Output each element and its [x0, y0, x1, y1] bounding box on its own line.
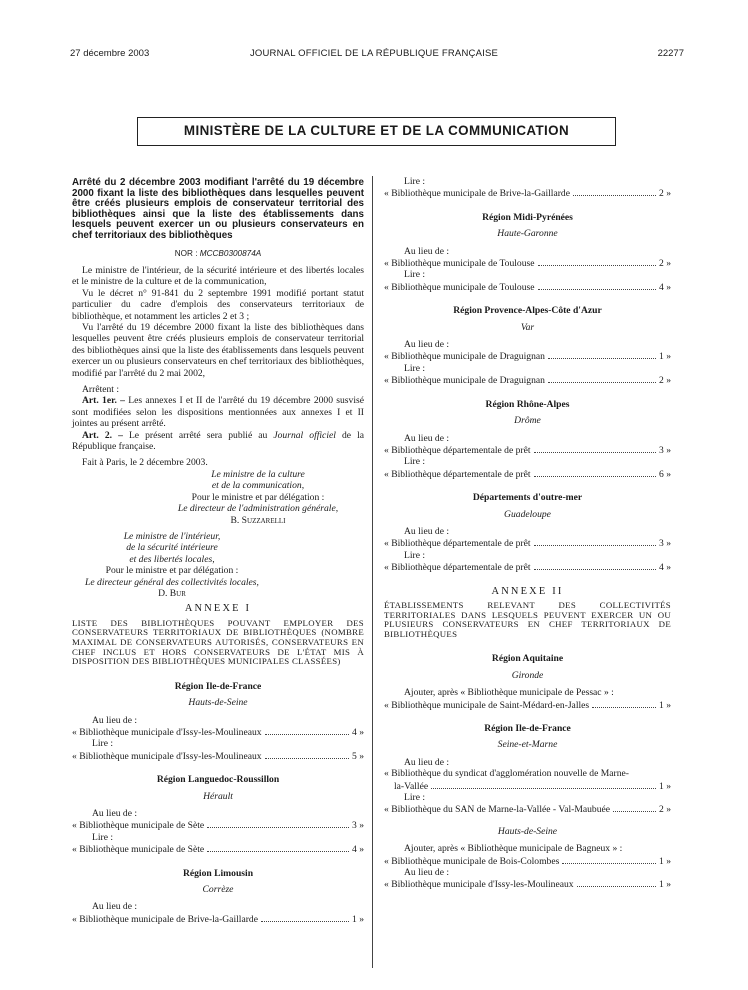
entry-count: 1 » [659, 855, 671, 867]
nor-code: MCCB0300874A [199, 248, 262, 258]
signature-line: Le directeur de l'administration générale, [177, 503, 339, 515]
signature-line: et de la communication, [211, 480, 305, 492]
entry-count: 2 » [659, 375, 671, 387]
department-heading: Seine-et-Marne [497, 739, 558, 751]
department-heading: Corrèze [202, 884, 234, 895]
signature-culture [72, 469, 364, 526]
article-1 [72, 395, 364, 429]
region-heading: Région Ile-de-France [484, 722, 571, 734]
lire-label: Lire : [404, 176, 426, 187]
entry-count: 4 » [659, 562, 671, 574]
library-entry [72, 843, 364, 855]
ajouter-label: Ajouter, après « Bibliothèque municipale de Bagneux » : [404, 843, 623, 855]
au-lieu-label: Au lieu de : [404, 432, 450, 444]
article-2 [72, 430, 364, 453]
entry-count: 1 » [659, 351, 671, 363]
au-lieu-label: Au lieu de : [404, 867, 450, 879]
lire-label: Lire : [404, 456, 426, 468]
au-lieu-label: Au lieu de : [404, 245, 450, 257]
library-entry [72, 750, 364, 762]
signature-line: et des libertés locales, [129, 553, 215, 565]
region-heading: Région Provence-Alpes-Côte d'Azur [453, 305, 602, 317]
column-divider [372, 176, 373, 968]
arretent: Arrêtent : [82, 384, 120, 396]
entry-count: 4 » [352, 844, 364, 856]
department-heading: Haute-Garonne [497, 228, 558, 240]
annex-2-subtitle: ÉTABLISSEMENTS RELEVANT DES COLLECTIVITÉS TERRITORIALES DANS LESQUELS PEUVENT EXERCER UN OU PLUSIEURS CONSERVATEURS EN CHEF TERRITORIAUX DE BIBLIOTHÈQUES [384, 599, 671, 639]
entry-text: « Bibliothèque municipale de Brive-la-Gaillarde [72, 913, 258, 925]
ajouter-label: Ajouter, après « Bibliothèque municipale de Pessac » : [404, 687, 614, 699]
entry-count: 1 » [659, 879, 671, 891]
decree-paragraph: Vu le décret n° 91-841 du 2 septembre 1991 modifié portant statut particulier du cadre d'emplois des conservateurs territoriaux de bibliothèque, et notamment les articles 2 et 3 ; [72, 287, 364, 322]
lire-label: Lire : [92, 738, 114, 750]
signature-line: Pour le ministre et par délégation : [105, 565, 239, 577]
region-heading: Région Ile-de-France [174, 680, 262, 692]
article-2-label: Art. 2. – [82, 429, 123, 441]
au-lieu-label: Au lieu de : [404, 525, 450, 537]
au-lieu-label: Au lieu de : [92, 901, 138, 913]
article-2-text-end: de la République française. [72, 429, 365, 453]
lire-label: Lire : [404, 269, 426, 281]
au-lieu-label: Au lieu de : [404, 339, 450, 351]
nor-label: NOR : [174, 248, 198, 258]
entry-text: « Bibliothèque départementale de prêt [384, 562, 531, 574]
entry-count: 2 » [659, 188, 671, 200]
ministry-banner: MINISTÈRE DE LA CULTURE ET DE LA COMMUNICATION [137, 117, 616, 146]
lire-label: Lire : [404, 792, 426, 803]
library-entry-line1: « Bibliothèque du syndicat d'agglomération nouvelle de Marne- [384, 768, 629, 780]
region-heading: Départements d'outre-mer [472, 492, 583, 504]
library-entry [384, 350, 671, 362]
department-heading: Guadeloupe [504, 508, 551, 520]
header-date: 27 décembre 2003 [70, 48, 150, 59]
entry-text: « Bibliothèque municipale de Toulouse [384, 281, 535, 293]
entry-text: « Bibliothèque municipale de Saint-Médard-en-Jalles [384, 699, 590, 711]
entry-count: 2 » [659, 258, 671, 270]
library-entry [72, 913, 364, 925]
nor-reference [72, 248, 364, 259]
entry-text: « Bibliothèque municipale de Sète [72, 844, 205, 856]
library-entry [384, 468, 671, 480]
library-entry [384, 878, 671, 890]
library-entry [384, 561, 671, 573]
region-heading: Région Languedoc-Roussillon [156, 774, 280, 786]
signature-line: Le ministre de la culture [211, 468, 305, 480]
decree-paragraph: Vu l'arrêté du 19 décembre 2000 fixant la liste des bibliothèques dans lesquelles peuvent être créés plusieurs emplois de conservateur territorial des bibliothèques ainsi que la liste des établissements dans lesquels peuvent exercer un ou plusieurs conservateurs en chef territoriaux des bibliothèques, modifié par l'arrêté du 2 mai 2002, [72, 322, 364, 379]
article-2-text: Le présent arrêté sera publié au [128, 429, 268, 441]
annex-1-subtitle: LISTE DES BIBLIOTHÈQUES POUVANT EMPLOYER DES CONSERVATEURS TERRITORIAUX DE BIBLIOTHÈQUES (NOMBRE MAXIMAL DE CONSERVATEURS AUTORISÉS, CONSERVATEURS EN CHEF INCLUS ET HORS CONSERVATEURS DE L'ÉTAT MIS À DISPOSITION DES BIBLIOTHÈQUES MUNICIPALES CLASSÉES) [72, 617, 364, 667]
header-page-number: 22277 [657, 48, 684, 59]
lire-label: Lire : [404, 549, 426, 561]
signature-line: Le ministre de l'intérieur, [123, 530, 221, 542]
entry-count: 3 » [659, 444, 671, 456]
header-journal: JOURNAL OFFICIEL DE LA RÉPUBLIQUE FRANÇAISE [249, 48, 499, 59]
entry-count: 3 » [659, 538, 671, 550]
signatory-name: D. Bur [158, 587, 186, 599]
library-entry [72, 819, 364, 831]
library-entry [384, 537, 671, 549]
annex-1-title: ANNEXE I [184, 603, 252, 615]
entry-text: « Bibliothèque municipale de Brive-la-Gaillarde [384, 188, 570, 200]
library-entry [384, 699, 671, 711]
library-entry [384, 281, 671, 293]
decree-paragraph: Le ministre de l'intérieur, de la sécurité intérieure et des libertés locales et le ministre de la culture et de la communication, [72, 264, 364, 288]
library-entry [72, 726, 364, 738]
entry-count: 3 » [352, 820, 364, 832]
entry-text: « Bibliothèque municipale d'Issy-les-Moulineaux [72, 750, 262, 762]
library-entry [384, 257, 671, 269]
entry-count: 5 » [352, 750, 364, 762]
library-entry [384, 374, 671, 386]
entry-count: 4 » [352, 726, 364, 738]
signature-line: Pour le ministre et par délégation : [191, 491, 325, 503]
article-1-text: Les annexes I et II de l'arrêté du 19 décembre 2000 susvisé sont modifiées selon les dispositions mentionnées aux annexes I et II jointes au présent arrêté. [72, 395, 364, 430]
entry-count: 4 » [659, 281, 671, 293]
entry-count: 1 » [659, 699, 671, 711]
fait-a-paris: Fait à Paris, le 2 décembre 2003. [82, 457, 208, 469]
entry-text: la-Vallée [394, 780, 429, 792]
department-heading: Hérault [203, 790, 233, 802]
library-entry [384, 444, 671, 456]
entry-text: « Bibliothèque du SAN de Marne-la-Vallée - Val-Maubuée [384, 804, 611, 816]
lire-label: Lire : [92, 831, 114, 843]
entry-text: « Bibliothèque municipale de Sète [72, 820, 205, 832]
entry-text: « Bibliothèque départementale de prêt [384, 538, 531, 550]
region-heading: Région Aquitaine [491, 653, 564, 665]
signature-interieur [72, 531, 272, 599]
entry-text: « Bibliothèque départementale de prêt [384, 444, 531, 456]
entry-text: « Bibliothèque municipale de Draguignan [384, 375, 545, 387]
department-heading: Var [520, 321, 535, 333]
department-heading: Hauts-de-Seine [497, 825, 558, 837]
left-column [72, 176, 364, 925]
au-lieu-label: Au lieu de : [92, 807, 138, 819]
library-entry [384, 855, 671, 867]
entry-text: « Bibliothèque municipale de Toulouse [384, 258, 535, 270]
department-heading: Gironde [511, 669, 544, 681]
running-header [0, 48, 748, 62]
entry-count: 6 » [659, 468, 671, 480]
entry-count: 2 » [659, 804, 671, 816]
signature-line: de la sécurité intérieure [126, 542, 218, 554]
entry-text: « Bibliothèque municipale de Bois-Colombes [384, 855, 560, 867]
article-1-label: Art. 1er. – [82, 395, 125, 407]
region-heading: Région Limousin [182, 867, 254, 879]
entry-text: « Bibliothèque départementale de prêt [384, 468, 531, 480]
au-lieu-label: Au lieu de : [404, 756, 450, 768]
journal-officiel-ref: Journal officiel [273, 429, 336, 441]
signature-line: Le directeur général des collectivités locales, [85, 576, 259, 588]
entry-count: 1 » [352, 913, 364, 925]
entry-text: « Bibliothèque municipale d'Issy-les-Moulineaux [72, 726, 262, 738]
entry-count: 1 » [659, 780, 671, 792]
region-heading: Région Midi-Pyrénées [482, 211, 573, 223]
decree-title: Arrêté du 2 décembre 2003 modifiant l'arrêté du 19 décembre 2000 fixant la liste des bibliothèques dans lesquelles peuvent être créés plusieurs emplois de conservateur territorial des bibliothèques ainsi que la liste des établissements dans lesquels peuvent exercer un ou plusieurs conservateurs en chef territoriaux des bibliothèques [72, 177, 364, 241]
au-lieu-label: Au lieu de : [92, 714, 138, 726]
department-heading: Hauts-de-Seine [188, 697, 248, 709]
library-entry [384, 780, 671, 792]
department-heading: Drôme [514, 415, 541, 427]
lire-label: Lire : [404, 362, 426, 374]
library-entry [384, 803, 671, 815]
right-column [384, 176, 671, 891]
entry-text: « Bibliothèque municipale de Draguignan [384, 351, 545, 363]
annex-2-title: ANNEXE II [491, 585, 564, 597]
library-entry [384, 187, 671, 199]
entry-text: « Bibliothèque municipale d'Issy-les-Moulineaux [384, 879, 574, 891]
region-heading: Région Rhône-Alpes [485, 398, 570, 410]
signatory-name: B. Suzzarelli [230, 514, 286, 526]
